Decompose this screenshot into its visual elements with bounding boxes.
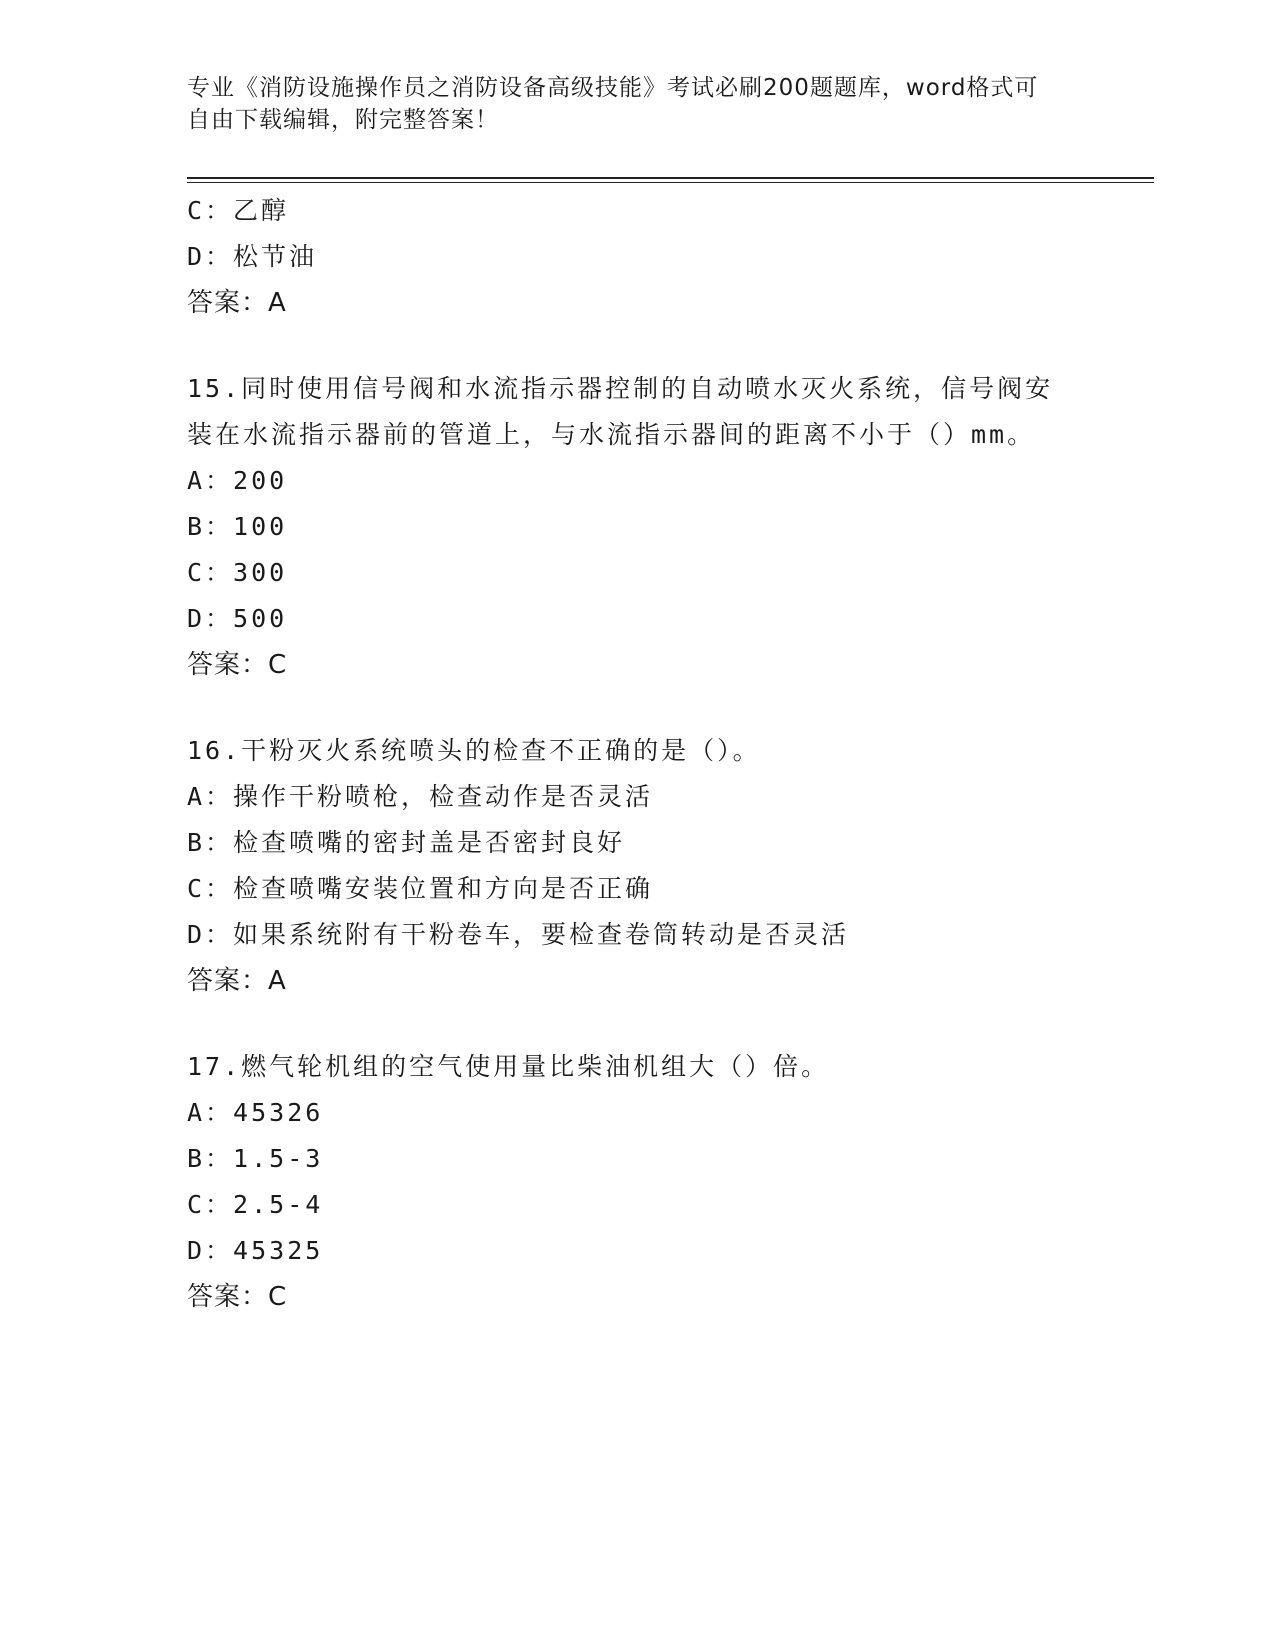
question-stem: 15.同时使用信号阀和水流指示器控制的自动喷水灭火系统，信号阀安 — [187, 374, 1054, 403]
question-stem: 装在水流指示器前的管道上，与水流指示器间的距离不小于（）mm。 — [187, 420, 1036, 449]
answer-line: 答案：A — [187, 966, 287, 996]
header-line-2: 自由下载编辑，附完整答案！ — [187, 107, 499, 133]
question-list — [187, 188, 1087, 1320]
option-c: C：乙醇 — [187, 196, 290, 225]
question-16 — [187, 728, 1087, 1004]
spacer — [187, 688, 1087, 728]
carryover-block — [187, 188, 1087, 326]
option-b: B：检查喷嘴的密封盖是否密封良好 — [187, 828, 626, 857]
header-rule-thick — [187, 177, 1154, 179]
option-b: B：100 — [187, 512, 288, 541]
document-header — [187, 72, 1067, 136]
answer-line: 答案：C — [187, 650, 288, 680]
option-d: D：松节油 — [187, 242, 318, 271]
option-c: C：2.5-4 — [187, 1190, 324, 1219]
option-a: A：200 — [187, 466, 288, 495]
answer-line: 答案：C — [187, 1282, 288, 1312]
option-d: D：如果系统附有干粉卷车，要检查卷筒转动是否灵活 — [187, 920, 850, 949]
option-d: D：500 — [187, 604, 288, 633]
option-a: A：操作干粉喷枪，检查动作是否灵活 — [187, 782, 654, 811]
spacer — [187, 326, 1087, 366]
option-d: D：45325 — [187, 1236, 324, 1265]
answer-line: 答案：A — [187, 288, 287, 318]
question-stem: 16.干粉灭火系统喷头的检查不正确的是（）。 — [187, 736, 761, 765]
option-c: C：检查喷嘴安装位置和方向是否正确 — [187, 874, 654, 903]
question-stem: 17.燃气轮机组的空气使用量比柴油机组大（）倍。 — [187, 1052, 830, 1081]
option-b: B：1.5-3 — [187, 1144, 324, 1173]
question-15 — [187, 366, 1087, 688]
header-line-1: 专业《消防设施操作员之消防设备高级技能》考试必刷200题题库，word格式可 — [187, 75, 1039, 101]
option-c: C：300 — [187, 558, 288, 587]
spacer — [187, 1004, 1087, 1044]
header-rule-thin — [187, 182, 1154, 183]
option-a: A：45326 — [187, 1098, 324, 1127]
question-17 — [187, 1044, 1087, 1320]
